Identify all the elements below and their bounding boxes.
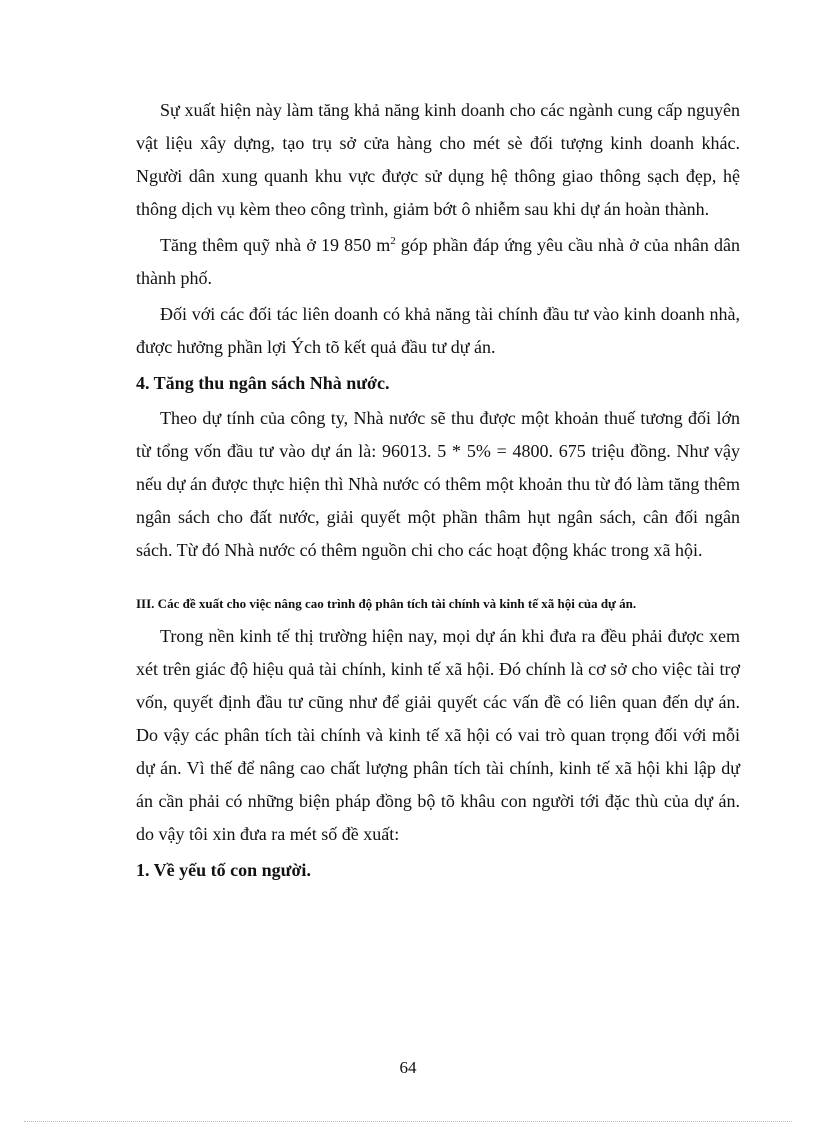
heading-human-factor: 1. Về yếu tố con người. [136, 860, 311, 880]
section-title-proposals: III. Các đề xuất cho việc nâng cao trình độ phân tích tài chính và kinh tế xã hội của dự án. [136, 596, 637, 611]
paragraph-business-impact: Sự xuất hiện này làm tăng khả năng kinh doanh cho các ngành cung cấp nguyên vật liệu xây dựng, tạo trụ sở cửa hàng cho mét sè đối tượng kinh doanh khác. Người dân xung quanh khu vực được sử dụng hệ thông giao thông sạch đẹp, hệ thông dịch vụ kèm theo công trình, giảm bớt ô nhiễm sau khi dự án hoàn thành. [136, 100, 740, 219]
paragraph-partners: Đối với các đối tác liên doanh có khả năng tài chính đầu tư vào kinh doanh nhà, được hưởng phần lợi Ých tõ kết quả đầu tư dự án. [136, 304, 740, 357]
page-bottom-divider [24, 1121, 792, 1122]
paragraph-budget: Theo dự tính của công ty, Nhà nước sẽ thu được một khoản thuế tương đối lớn từ tổng vốn đầu tư vào dự án là: 96013. 5 * 5% = 4800. 675 triệu đồng. Như vậy nếu dự án được thực hiện thì Nhà nước có thêm một khoản thu từ đó làm tăng thêm ngân sách cho đất nước, giải quyết một phần thâm hụt ngân sách, cân đối ngân sách. Từ đó Nhà nước có thêm nguồn chi cho các hoạt động khác trong xã hội. [136, 408, 740, 560]
area-superscript: 2 [390, 235, 396, 247]
housing-text-after: góp phần đáp ứng yêu cầu nhà ở của nhân dân thành phố. [136, 235, 740, 288]
paragraph-housing-fund [136, 229, 740, 295]
page-content [136, 94, 740, 889]
paragraph-market-economy: Trong nền kinh tế thị trường hiện nay, mọi dự án khi đưa ra đều phải được xem xét trên giác độ hiệu quả tài chính, kinh tế xã hội. Đó chính là cơ sở cho việc tài trợ vốn, quyết định đầu tư cũng như để giải quyết các vấn đề có liên quan đến dự án. Do vậy các phân tích tài chính và kinh tế xã hội có vai trò quan trọng đối với mỗi dự án. Vì thế để nâng cao chất lượng phân tích tài chính, kinh tế xã hội khi lập dự án cần phải có những biện pháp đồng bộ tõ khâu con người tới đặc thù của dự án. do vậy tôi xin đưa ra mét số đề xuất: [136, 626, 740, 844]
heading-budget-revenue: 4. Tăng thu ngân sách Nhà nước. [136, 373, 390, 393]
page-number: 64 [399, 1058, 417, 1077]
housing-text-before: Tăng thêm quỹ nhà ở 19 850 m [160, 235, 391, 255]
